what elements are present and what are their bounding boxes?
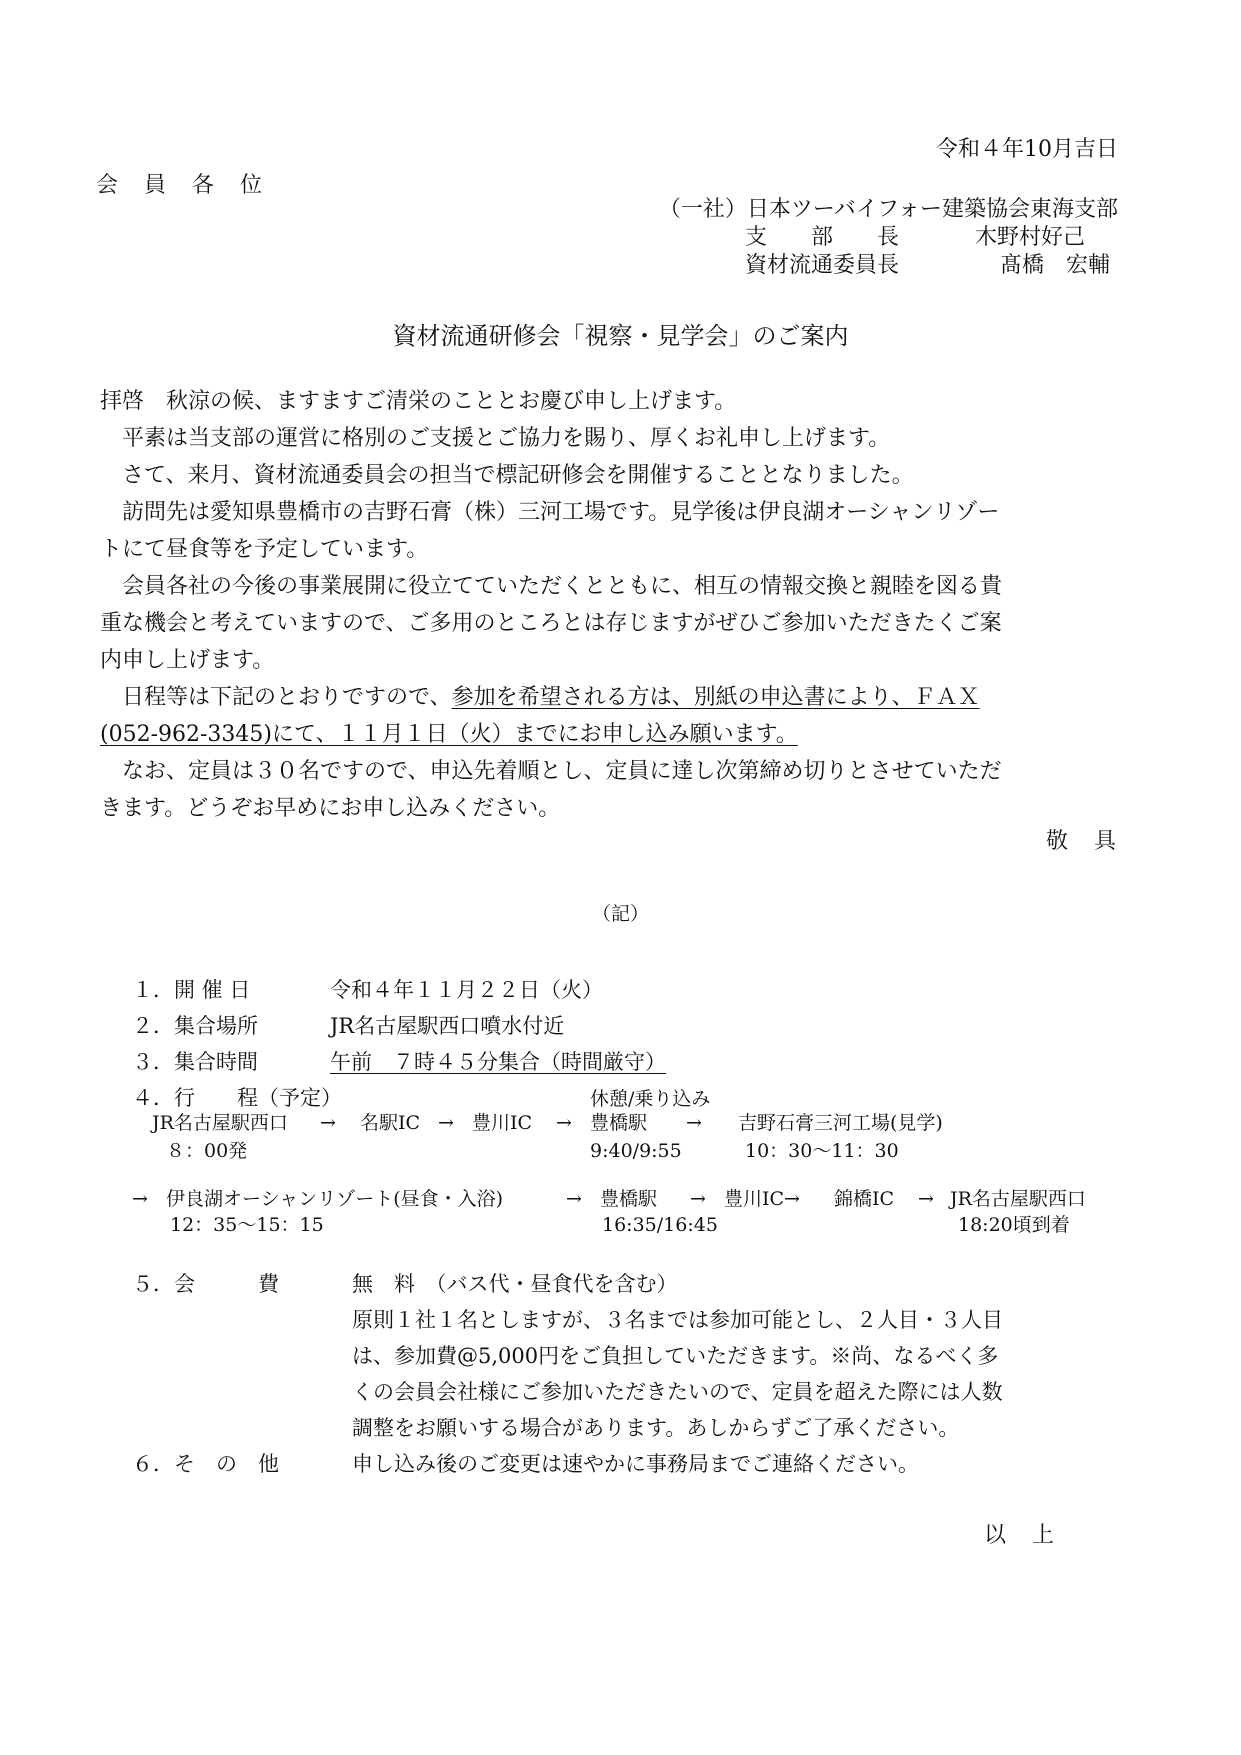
sender-name-1: 木野村好己 (975, 225, 1086, 250)
sender-title-2: 資材流通委員長 (745, 253, 900, 278)
item-other-value: 申し込み後のご変更は速やかに事務局までご連絡ください。 (352, 1452, 919, 1476)
fee-detail-line2: は、参加費@5,000円をご負担していただきます。※尚、なるべく多 (352, 1344, 999, 1368)
body-paragraph-5-line1: 会員各社の今後の事業展開に役立てていただくとともに、相互の情報交換と親睦を図る貴 (100, 574, 1003, 599)
item-meeting-time-label: ３．集合時間 (132, 1050, 258, 1074)
body-paragraph-5-line2: 重な機会と考えていますので、ご多用のところとは存じますがぜひご参加いただきたくご案 (100, 611, 1002, 636)
schedule-intro: 日程等は下記のとおりですので、 (100, 685, 452, 710)
sender-title-1: 支 部 長 (745, 225, 900, 250)
route2-stop-irago-resort: 伊良湖オーシャンリゾート(昼食・入浴) (166, 1188, 504, 1210)
document-title: 資材流通研修会「視察・見学会」のご案内 (392, 322, 849, 350)
item-fee-value: 無 料 （バス代・昼食代を含む） (352, 1272, 678, 1296)
body-paragraph-7-line1: なお、定員は３０名ですので、申込先着順とし、定員に達し次第締め切りとさせていただ (100, 759, 1002, 784)
item-date (0, 976, 1241, 1006)
item-other-label: ６．そ の 他 (132, 1452, 279, 1476)
body-paragraph-2: 平素は当支部の運営に格別のご支援とご協力を賜り、厚くお礼申し上げます。 (100, 426, 891, 451)
fee-detail-line3: くの会員会社様にご参加いただきたいので、定員を超えた際には人数 (352, 1380, 1003, 1404)
route2-time-arrival: 18:20頃到着 (958, 1214, 1070, 1236)
greeting-line: 拝啓 秋涼の候、ますますご清栄のこととお慶び申し上げます。 (100, 389, 737, 414)
body-paragraph-7-line2: きます。どうぞお早めにお申し込みください。 (100, 796, 561, 821)
item-meeting-place (0, 1012, 1241, 1042)
route1-arrow-3: → (556, 1112, 572, 1134)
route2-stop-nagoya: JR名古屋駅西口 (950, 1188, 1086, 1210)
route1-stop-note: 休憩/乗り込み (590, 1088, 711, 1110)
route2-time-resort: 12：35〜15：15 (170, 1214, 324, 1236)
item-other (0, 1450, 1241, 1480)
route2-arrow-2: → (690, 1188, 706, 1210)
route2-stop-toyohashi: 豊橋駅 (600, 1188, 658, 1210)
item-meeting-time-value: 午前 ７時４５分集合（時間厳守） (330, 1050, 666, 1074)
route2-arrow-0: → (132, 1188, 148, 1210)
route2-stop-nishikibashi-ic: 錦橋IC (834, 1188, 895, 1210)
end-mark: 以 上 (983, 1523, 1056, 1548)
body-paragraph-6-line1 (100, 684, 980, 712)
route1-arrow-4: → (686, 1112, 702, 1134)
route1-stop-nagoya: JR名古屋駅西口 (152, 1112, 288, 1134)
item-fee (0, 1270, 1241, 1300)
route2-time-toyohashi: 16:35/16:45 (602, 1214, 718, 1236)
route1-time-factory: 10：30〜11：30 (745, 1140, 899, 1162)
route2-arrow-4: → (918, 1188, 934, 1210)
route1-stop-meieki-ic: 名駅IC (360, 1112, 421, 1134)
route1-stop-toyohashi: 豊橋駅 (590, 1112, 648, 1134)
application-instruction: 参加を希望される方は、別紙の申込書により、ＦＡＸ (451, 685, 980, 710)
fee-detail-line4: 調整をお願いする場合があります。あしからずご了承ください。 (352, 1416, 960, 1440)
route1-time-toyohashi: 9:40/9:55 (590, 1140, 682, 1162)
document-date: 令和４年10月吉日 (936, 137, 1118, 162)
route2-arrow-1: → (566, 1188, 582, 1210)
body-paragraph-5-line3: 内申し上げます。 (100, 648, 275, 673)
application-deadline: (052-962-3345)にて、１１月１日（火）までにお申し込み願います。 (100, 722, 798, 747)
item-meeting-place-value: JR名古屋駅西口噴水付近 (330, 1014, 565, 1038)
ki-marker: （記） (591, 903, 649, 925)
route1-arrow-2: → (438, 1112, 454, 1134)
route1-time-depart: ８：00発 (166, 1140, 248, 1162)
item-itinerary-label: ４．行 程（予定） (132, 1086, 342, 1110)
item-date-value: 令和４年１１月２２日（火） (330, 978, 603, 1002)
item-fee-label: ５．会 費 (132, 1272, 279, 1296)
item-meeting-place-label: ２．集合場所 (132, 1014, 258, 1038)
route1-stop-toyokawa-ic: 豊川IC (472, 1112, 533, 1134)
sender-organization: （一社）日本ツーバイフォー建築協会東海支部 (658, 197, 1118, 222)
body-paragraph-4-line2: トにて昼食等を予定しています。 (100, 537, 429, 562)
sender-name-2: 髙橋 宏輔 (1000, 253, 1111, 278)
item-date-label: １．開 催 日 (132, 978, 251, 1002)
route1-stop-yoshino-gypsum: 吉野石膏三河工場(見学) (738, 1112, 943, 1134)
route2-stop-toyokawa-ic: 豊川IC→ (724, 1188, 800, 1210)
body-paragraph-4-line1: 訪問先は愛知県豊橋市の吉野石膏（株）三河工場です。見学後は伊良湖オーシャンリゾー (100, 500, 1000, 525)
fee-detail-line1: 原則１社１名としますが、３名までは参加可能とし、２人目・３人目 (352, 1308, 1003, 1332)
recipient-line: 会 員 各 位 (96, 173, 265, 198)
item-meeting-time (0, 1048, 1241, 1078)
route1-arrow-1: → (320, 1112, 336, 1134)
closing-keigu: 敬 具 (1045, 829, 1118, 854)
body-paragraph-3: さて、来月、資材流通委員会の担当で標記研修会を開催することとなりました。 (100, 463, 914, 488)
